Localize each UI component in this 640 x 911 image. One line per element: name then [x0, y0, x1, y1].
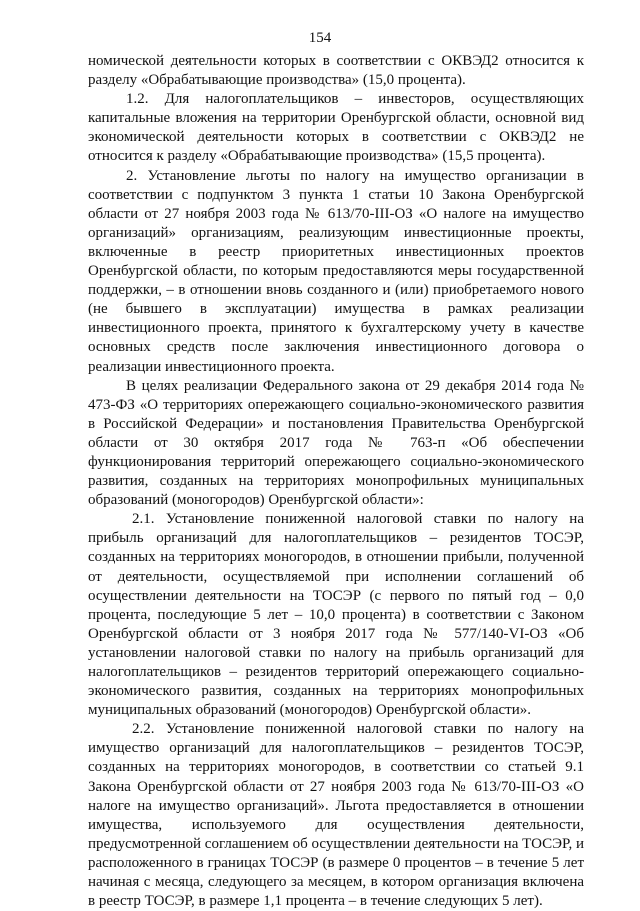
paragraph-1-2: 1.2. Для налогоплательщиков – инвесторов, осуществляющих капитальные вложения на территории Оренбургской области, основной вид экономической деятельности которых в соответствии с ОКВЭД2 не относится к разделу «Обрабатывающие производства» (15,5 процента).: [88, 91, 584, 165]
paragraph-2: 2. Установление льготы по налогу на имущество организации в соответствии с подпунктом 3 пункта 1 статьи 10 Закона Оренбургской области от 27 ноября 2003 года № 613/70-III-ОЗ «О налоге на имущество организаций» организациям, реализующим инвестиционные проекты, включенные в реестр приоритетных инвестиционных проектов Оренбургской области, по которым предоставляются меры государственной поддержки, – в отношении вновь созданного и (или) приобретаемого нового (не бывшего в эксплуатации) имущества в рамках реализации инвестиционного проекта, принятого к бухгалтерскому учету в качестве основных средств после заключения инвестиционного договора о реализации инвестиционного проекта.: [88, 167, 584, 375]
paragraph-2-1: 2.1. Установление пониженной налоговой ставки по налогу на прибыль организаций для налогоплательщиков – резидентов ТОСЭР, созданных на территориях моногородов, в отношении прибыли, полученной от деятельности, осуществляемой при исполнении соглашений об осуществлении деятельности на ТОСЭР (с первого по пятый год – 0,0 процента, последующие 5 лет – 10,0 процента) в соответствии с Законом Оренбургской области от 3 ноября 2017 года № 577/140-VI-ОЗ «Об установлении налоговой ставки по налогу на прибыль организаций для налогоплательщиков – резидентов территорий опережающего социально-экономического развития, созданных на территориях монопрофильных муниципальных образований (моногородов) Оренбургской области».: [88, 511, 584, 719]
paragraph-2-2: 2.2. Установление пониженной налоговой ставки по налогу на имущество организаций для налогоплательщиков – резидентов ТОСЭР, созданных на территориях моногородов, в соответствии со статьей 9.1 Закона Оренбургской области от 27 ноября 2003 года № 613/70-III-ОЗ «О налоге на имущество организаций». Льгота предоставляется в отношении имущества, используемого для осуществления деятельности, предусмотренной соглашением об осуществлении деятельности на ТОСЭР, и расположенного в границах ТОСЭР (в размере 0 процентов – в течение 5 лет начиная с месяца, следующего за месяцем, в котором организация включена в реестр ТОСЭР, в размере 1,1 процента – в течение следующих 5 лет).: [88, 721, 584, 910]
paragraph-federal-law: В целях реализации Федерального закона от 29 декабря 2014 года № 473-ФЗ «О территориях опережающего социально-экономического развития в Российской Федерации» и постановления Правительства Оренбургской области от 30 октября 2017 года № 763-п «Об обеспечении функционирования территорий опережающего социально-экономического развития, созданных на территориях монопрофильных муниципальных образований (моногородов) Оренбургской области»:: [88, 377, 584, 509]
page-number: 154: [308, 30, 332, 46]
document-body: [88, 52, 584, 911]
paragraph-continuation: номической деятельности которых в соответствии с ОКВЭД2 относится к разделу «Обрабатывающие производства» (15,0 процента).: [88, 53, 584, 89]
